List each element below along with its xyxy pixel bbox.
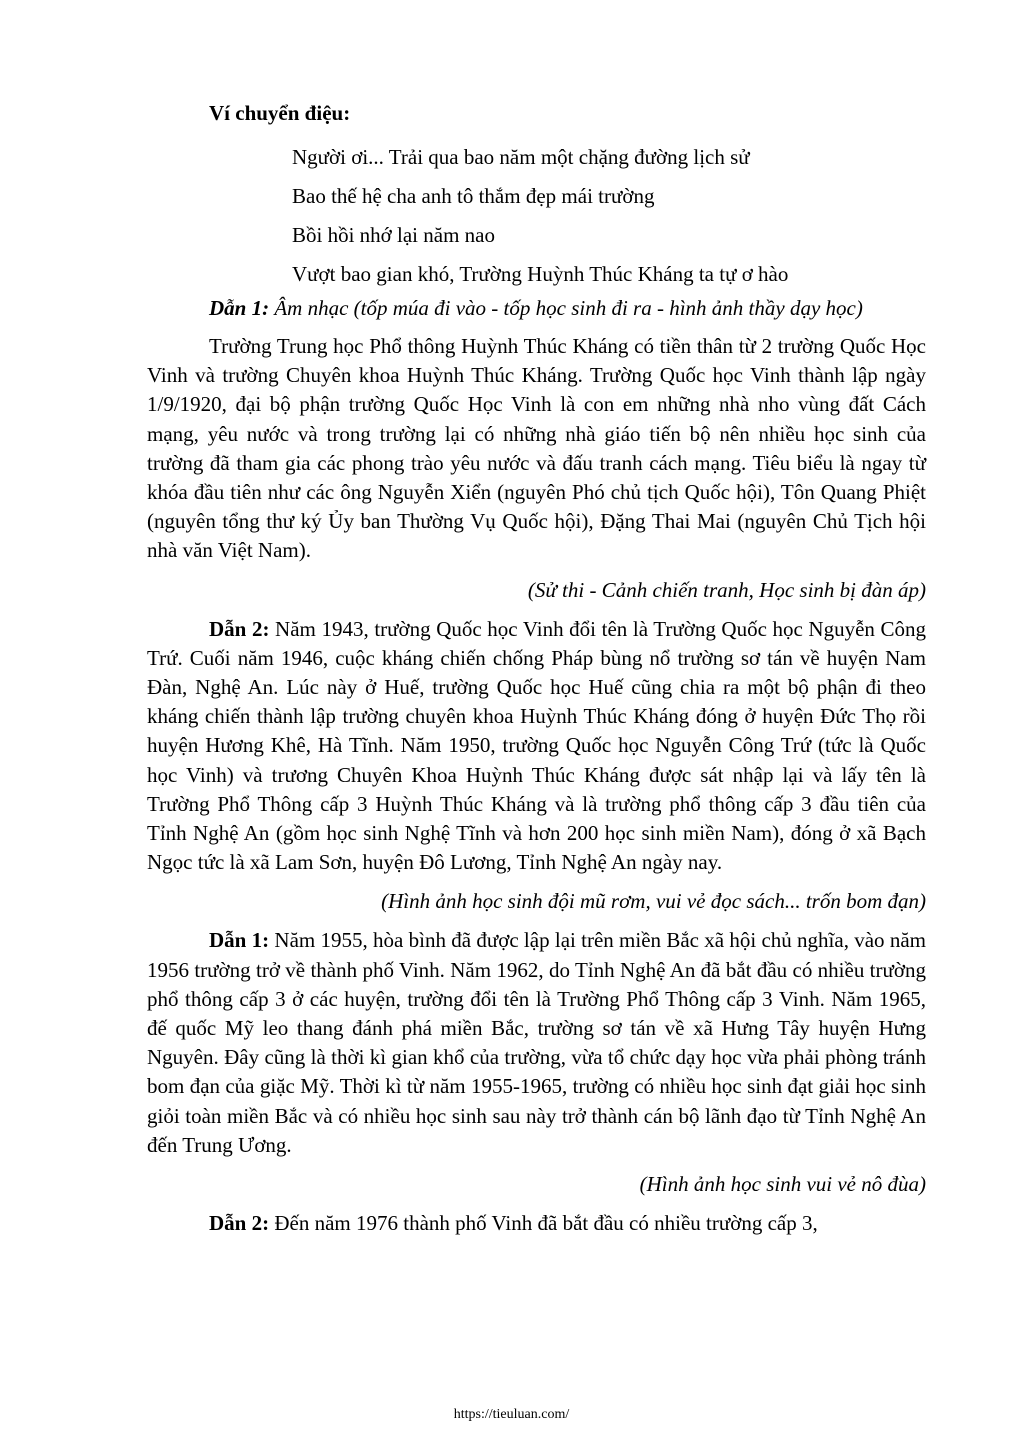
stage-direction: (Sử thi - Cảnh chiến tranh, Học sinh bị đàn áp) xyxy=(527,577,926,602)
narration-paragraph xyxy=(147,332,926,566)
narration-paragraph xyxy=(147,1209,926,1238)
narrator-label: Dẫn 1: xyxy=(209,928,270,953)
narrator-label: Dẫn 2: xyxy=(209,1211,270,1236)
narrator-label: Dẫn 1: xyxy=(209,296,270,320)
paragraph-text: Trường Trung học Phổ thông Huỳnh Thúc Kháng có tiền thân từ 2 trường Quốc Học Vinh và trường Chuyên khoa Huỳnh Thúc Kháng. Trường Quốc học Vinh thành lập ngày 1/9/1920, đại bộ phận trường Quốc Học Vinh là con em những nhà nho vùng đất Cách mạng, yêu nước và trong trường lại có những nhà giáo tiến bộ nên nhiều học sinh của trường đã tham gia các phong trào yêu nước và đấu tranh cách mạng. Tiêu biểu là ngay từ khóa đầu tiên như các ông Nguyễn Xiển (nguyên Phó chủ tịch Quốc hội), Tôn Quang Phiệt (nguyên tổng thư ký Ủy ban Thường Vụ Quốc hội), Đặng Thai Mai (nguyên Chủ Tịch hội nhà văn Việt Nam). xyxy=(147,334,926,563)
stage-direction-text: Âm nhạc (tốp múa đi vào - tốp học sinh đi ra - hình ảnh thầy dạy học) xyxy=(274,296,863,320)
narrator-label: Dẫn 2: xyxy=(209,616,270,641)
poem-line: Bao thế hệ cha anh tô thắm đẹp mái trường xyxy=(292,184,655,208)
poem-line: Vượt bao gian khó, Trường Huỳnh Thúc Kháng ta tự ơ hào xyxy=(292,262,789,286)
stage-direction: (Hình ảnh học sinh vui vẻ nô đùa) xyxy=(639,1172,926,1197)
paragraph-text: Năm 1955, hòa bình đã được lập lại trên miền Bắc xã hội chủ nghĩa, vào năm 1956 trường trở về thành phố Vinh. Năm 1962, do Tỉnh Nghệ An đã bắt đầu có nhiều trường phổ thông cấp 3 ở các huyện, trường đổi tên là Trường Phổ Thông cấp 3 Vinh. Năm 1965, đế quốc Mỹ leo thang đánh phá miền Bắc, trường sơ tán về xã Hưng Tây huyện Hưng Nguyên. Đây cũng là thời kì gian khổ của trường, vừa tổ chức dạy học vừa phải phòng tránh bom đạn của giặc Mỹ. Thời kì từ năm 1955-1965, trường có nhiều học sinh đạt giải học sinh giỏi toàn miền Bắc và có nhiều học sinh sau này trở thành cán bộ lãnh đạo từ Tỉnh Nghệ An đến Trung Ương. xyxy=(147,928,926,1157)
poem-line: Bồi hồi nhớ lại năm nao xyxy=(292,223,495,247)
paragraph-text: Đến năm 1976 thành phố Vinh đã bắt đầu có nhiều trường cấp 3, xyxy=(274,1211,818,1236)
intro-stage-direction xyxy=(147,294,926,323)
poem-block xyxy=(147,138,926,294)
section-title: Ví chuyển điệu: xyxy=(209,101,351,125)
poem-line: Người ơi... Trải qua bao năm một chặng đường lịch sử xyxy=(292,145,750,169)
stage-direction: (Hình ảnh học sinh đội mũ rơm, vui vẻ đọc sách... trốn bom đạn) xyxy=(381,889,926,914)
narration-paragraph xyxy=(147,615,926,878)
paragraph-text: Năm 1943, trường Quốc học Vinh đổi tên là Trường Quốc học Nguyễn Công Trứ. Cuối năm 1946, cuộc kháng chiến chống Pháp bùng nổ trường sơ tán về huyện Nam Đàn, Nghệ An. Lúc này ở Huế, trường Quốc học Huế cũng chia ra một bộ phận đi theo kháng chiến thành lập trường chuyên khoa Huỳnh Thúc Kháng đóng ở huyện Đức Thọ rồi huyện Hương Khê, Hà Tĩnh. Năm 1950, trường Quốc học Nguyễn Công Trứ (tức là Quốc học Vinh) và trương Chuyên Khoa Huỳnh Thúc Kháng được sát nhập lại và lấy tên là Trường Phổ Thông cấp 3 Huỳnh Thúc Kháng và là trường phổ thông cấp 3 đầu tiên của Tỉnh Nghệ An (gồm học sinh Nghệ Tĩnh và hơn 200 học sinh miền Nam), đóng ở xã Bạch Ngọc tức là xã Lam Sơn, huyện Đô Lương, Tỉnh Nghệ An ngày nay. xyxy=(147,616,927,875)
document-page xyxy=(147,99,926,1238)
footer-url: https://tieuluan.com/ xyxy=(453,1407,570,1422)
narration-paragraph xyxy=(147,926,926,1160)
